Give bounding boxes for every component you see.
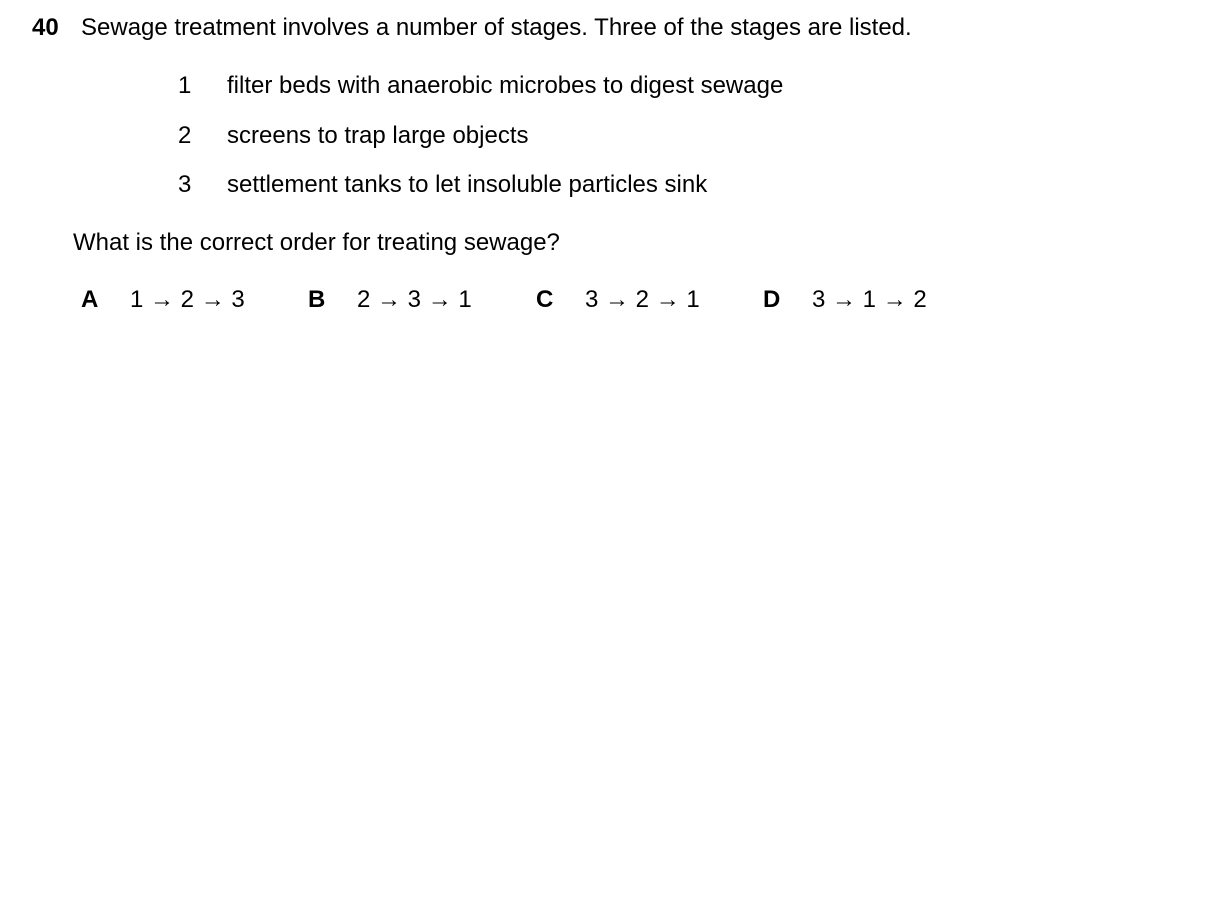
option-d-sequence[interactable]: 3 → 1 → 2 (812, 286, 927, 313)
option-b-sequence[interactable]: 2 → 3 → 1 (357, 286, 472, 313)
question-prompt: What is the correct order for treating sewage? (73, 229, 560, 256)
stage-text: settlement tanks to let insoluble particles sink (227, 171, 708, 198)
stage-number: 1 (178, 72, 192, 99)
question-number: 40 (32, 14, 59, 41)
option-a-sequence[interactable]: 1 → 2 → 3 (130, 286, 245, 313)
stage-text: filter beds with anaerobic microbes to digest sewage (227, 72, 784, 99)
option-c-letter[interactable]: C (536, 286, 554, 313)
option-c-sequence[interactable]: 3 → 2 → 1 (585, 286, 700, 313)
option-b-letter[interactable]: B (308, 286, 326, 313)
stage-text: screens to trap large objects (227, 122, 529, 149)
question-stem: Sewage treatment involves a number of stages. Three of the stages are listed. (81, 14, 912, 41)
option-d-letter[interactable]: D (763, 286, 781, 313)
option-a-letter[interactable]: A (81, 286, 99, 313)
stage-number: 3 (178, 171, 192, 198)
stage-number: 2 (178, 122, 192, 149)
